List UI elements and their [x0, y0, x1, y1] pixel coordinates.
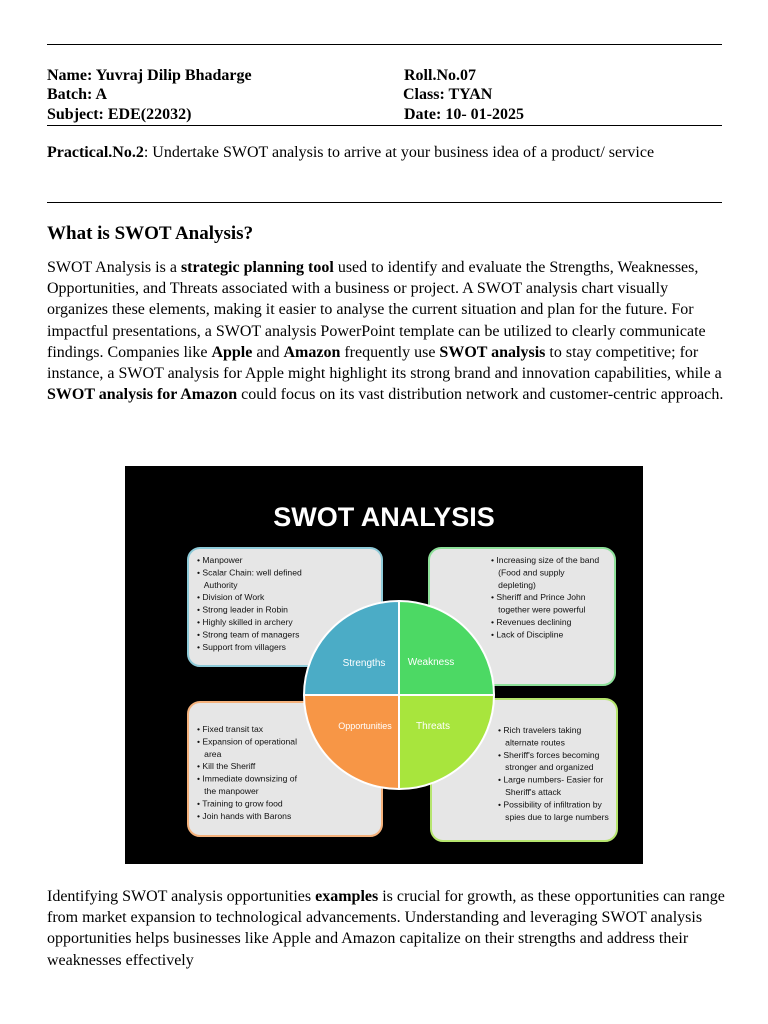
closing-text-2: is crucial for growth, as these opportunities can range from market expansion to technological advancements. Understanding and leveraging SWOT analysis opportunities helps businesses like Apple and Amazon capitalize on their strengths and address their weaknesses effectively [47, 888, 725, 969]
intro-text-6: could focus on its vast distribution network and customer-centric approach. [237, 386, 724, 404]
strengths-item: • Scalar Chain: well defined [197, 567, 302, 578]
opportunities-item: • Join hands with Barons [197, 810, 292, 821]
section-title: What is SWOT Analysis? [47, 223, 254, 244]
intro-bold-swot: SWOT analysis [439, 343, 546, 361]
closing-paragraph [47, 886, 727, 971]
opportunities-item: area [197, 748, 222, 759]
closing-text-1: Identifying SWOT analysis opportunities [47, 888, 316, 905]
weakness-item: together were powerful [491, 604, 586, 615]
intro-bold-swot-amazon: SWOT analysis for Amazon [47, 386, 238, 404]
opportunities-item: • Kill the Sheriff [197, 761, 256, 772]
opportunities-label: Opportunities [338, 721, 392, 731]
threats-item: spies due to large numbers [498, 811, 609, 822]
intro-bold-apple: Apple [211, 343, 253, 361]
threats-item: alternate routes [498, 737, 565, 748]
practical-rule [47, 202, 722, 203]
closing-bold-examples: examples [315, 888, 379, 905]
intro-text-4: frequently use [340, 343, 440, 361]
intro-text-2: used to identify and evaluate the Strengths, Weaknesses, Opportunities, and Threats associated with a business or project. A SWOT analysis chart visually organizes these elements, making it easier to analyse the current situation and plan for the future. For impactful presentations, a SWOT analysis PowerPoint template can be utilized to clearly communicate findings. Companies like [47, 259, 706, 361]
opportunities-item: • Expansion of operational [197, 736, 297, 747]
weakness-item: • Revenues declining [491, 617, 572, 627]
intro-text-1: SWOT Analysis is a [47, 259, 181, 276]
batch: Batch: A [47, 86, 107, 103]
strengths-item: Authority [197, 579, 238, 590]
strengths-label: Strengths [342, 658, 386, 669]
student-name: Name: Yuvraj Dilip Bhadarge [47, 67, 252, 84]
threats-label: Threats [416, 721, 450, 732]
threats-item: • Rich travelers taking [498, 725, 582, 735]
strengths-item: • Manpower [197, 555, 243, 565]
header-rule [47, 125, 722, 126]
subject: Subject: EDE(22032) [47, 106, 192, 123]
threats-item: Sheriff's attack [498, 787, 562, 797]
opportunities-item: • Fixed transit tax [197, 724, 264, 734]
practical-label: Practical.No.2 [47, 144, 144, 161]
opportunities-item: • Training to grow food [197, 798, 283, 809]
swot-diagram [125, 466, 643, 864]
weakness-item: • Increasing size of the band [491, 555, 600, 565]
roll-number: Roll.No.07 [404, 67, 476, 84]
intro-text-3: and [252, 343, 284, 361]
weakness-item: (Food and supply [491, 567, 565, 578]
strengths-item: • Strong team of managers [197, 629, 300, 640]
weakness-label: Weakness [407, 657, 455, 668]
swot-figure [125, 466, 643, 864]
figure-title: SWOT ANALYSIS [273, 502, 495, 532]
practical-statement [47, 143, 707, 163]
intro-paragraph [47, 257, 727, 405]
top-rule [47, 44, 722, 45]
date: Date: 10- 01-2025 [404, 106, 524, 123]
weakness-item: • Sheriff and Prince John [491, 592, 586, 603]
intro-text-5: to stay competitive; for instance, a SWOT analysis for Apple might highlight its strong brand and innovation capabilities, while a [47, 343, 722, 383]
practical-text: : Undertake SWOT analysis to arrive at your business idea of a product/ service [143, 144, 655, 161]
threats-item: • Possibility of infiltration by [498, 799, 602, 810]
weakness-item: depleting) [491, 579, 536, 590]
intro-bold-amazon: Amazon [283, 343, 341, 361]
intro-bold-1: strategic planning tool [180, 259, 334, 276]
strengths-item: • Division of Work [197, 592, 265, 603]
threats-item: stronger and organized [498, 762, 594, 773]
weakness-item: • Lack of Discipline [491, 629, 564, 640]
strengths-item: • Highly skilled in archery [197, 617, 293, 627]
threats-item: • Large numbers- Easier for [498, 774, 604, 785]
strengths-item: • Strong leader in Robin [197, 604, 288, 615]
threats-item: • Sheriff's forces becoming [498, 749, 600, 760]
class: Class: TYAN [403, 86, 493, 103]
strengths-item: • Support from villagers [197, 641, 286, 652]
opportunities-item: • Immediate downsizing of [197, 773, 297, 784]
opportunities-item: the manpower [197, 786, 259, 796]
